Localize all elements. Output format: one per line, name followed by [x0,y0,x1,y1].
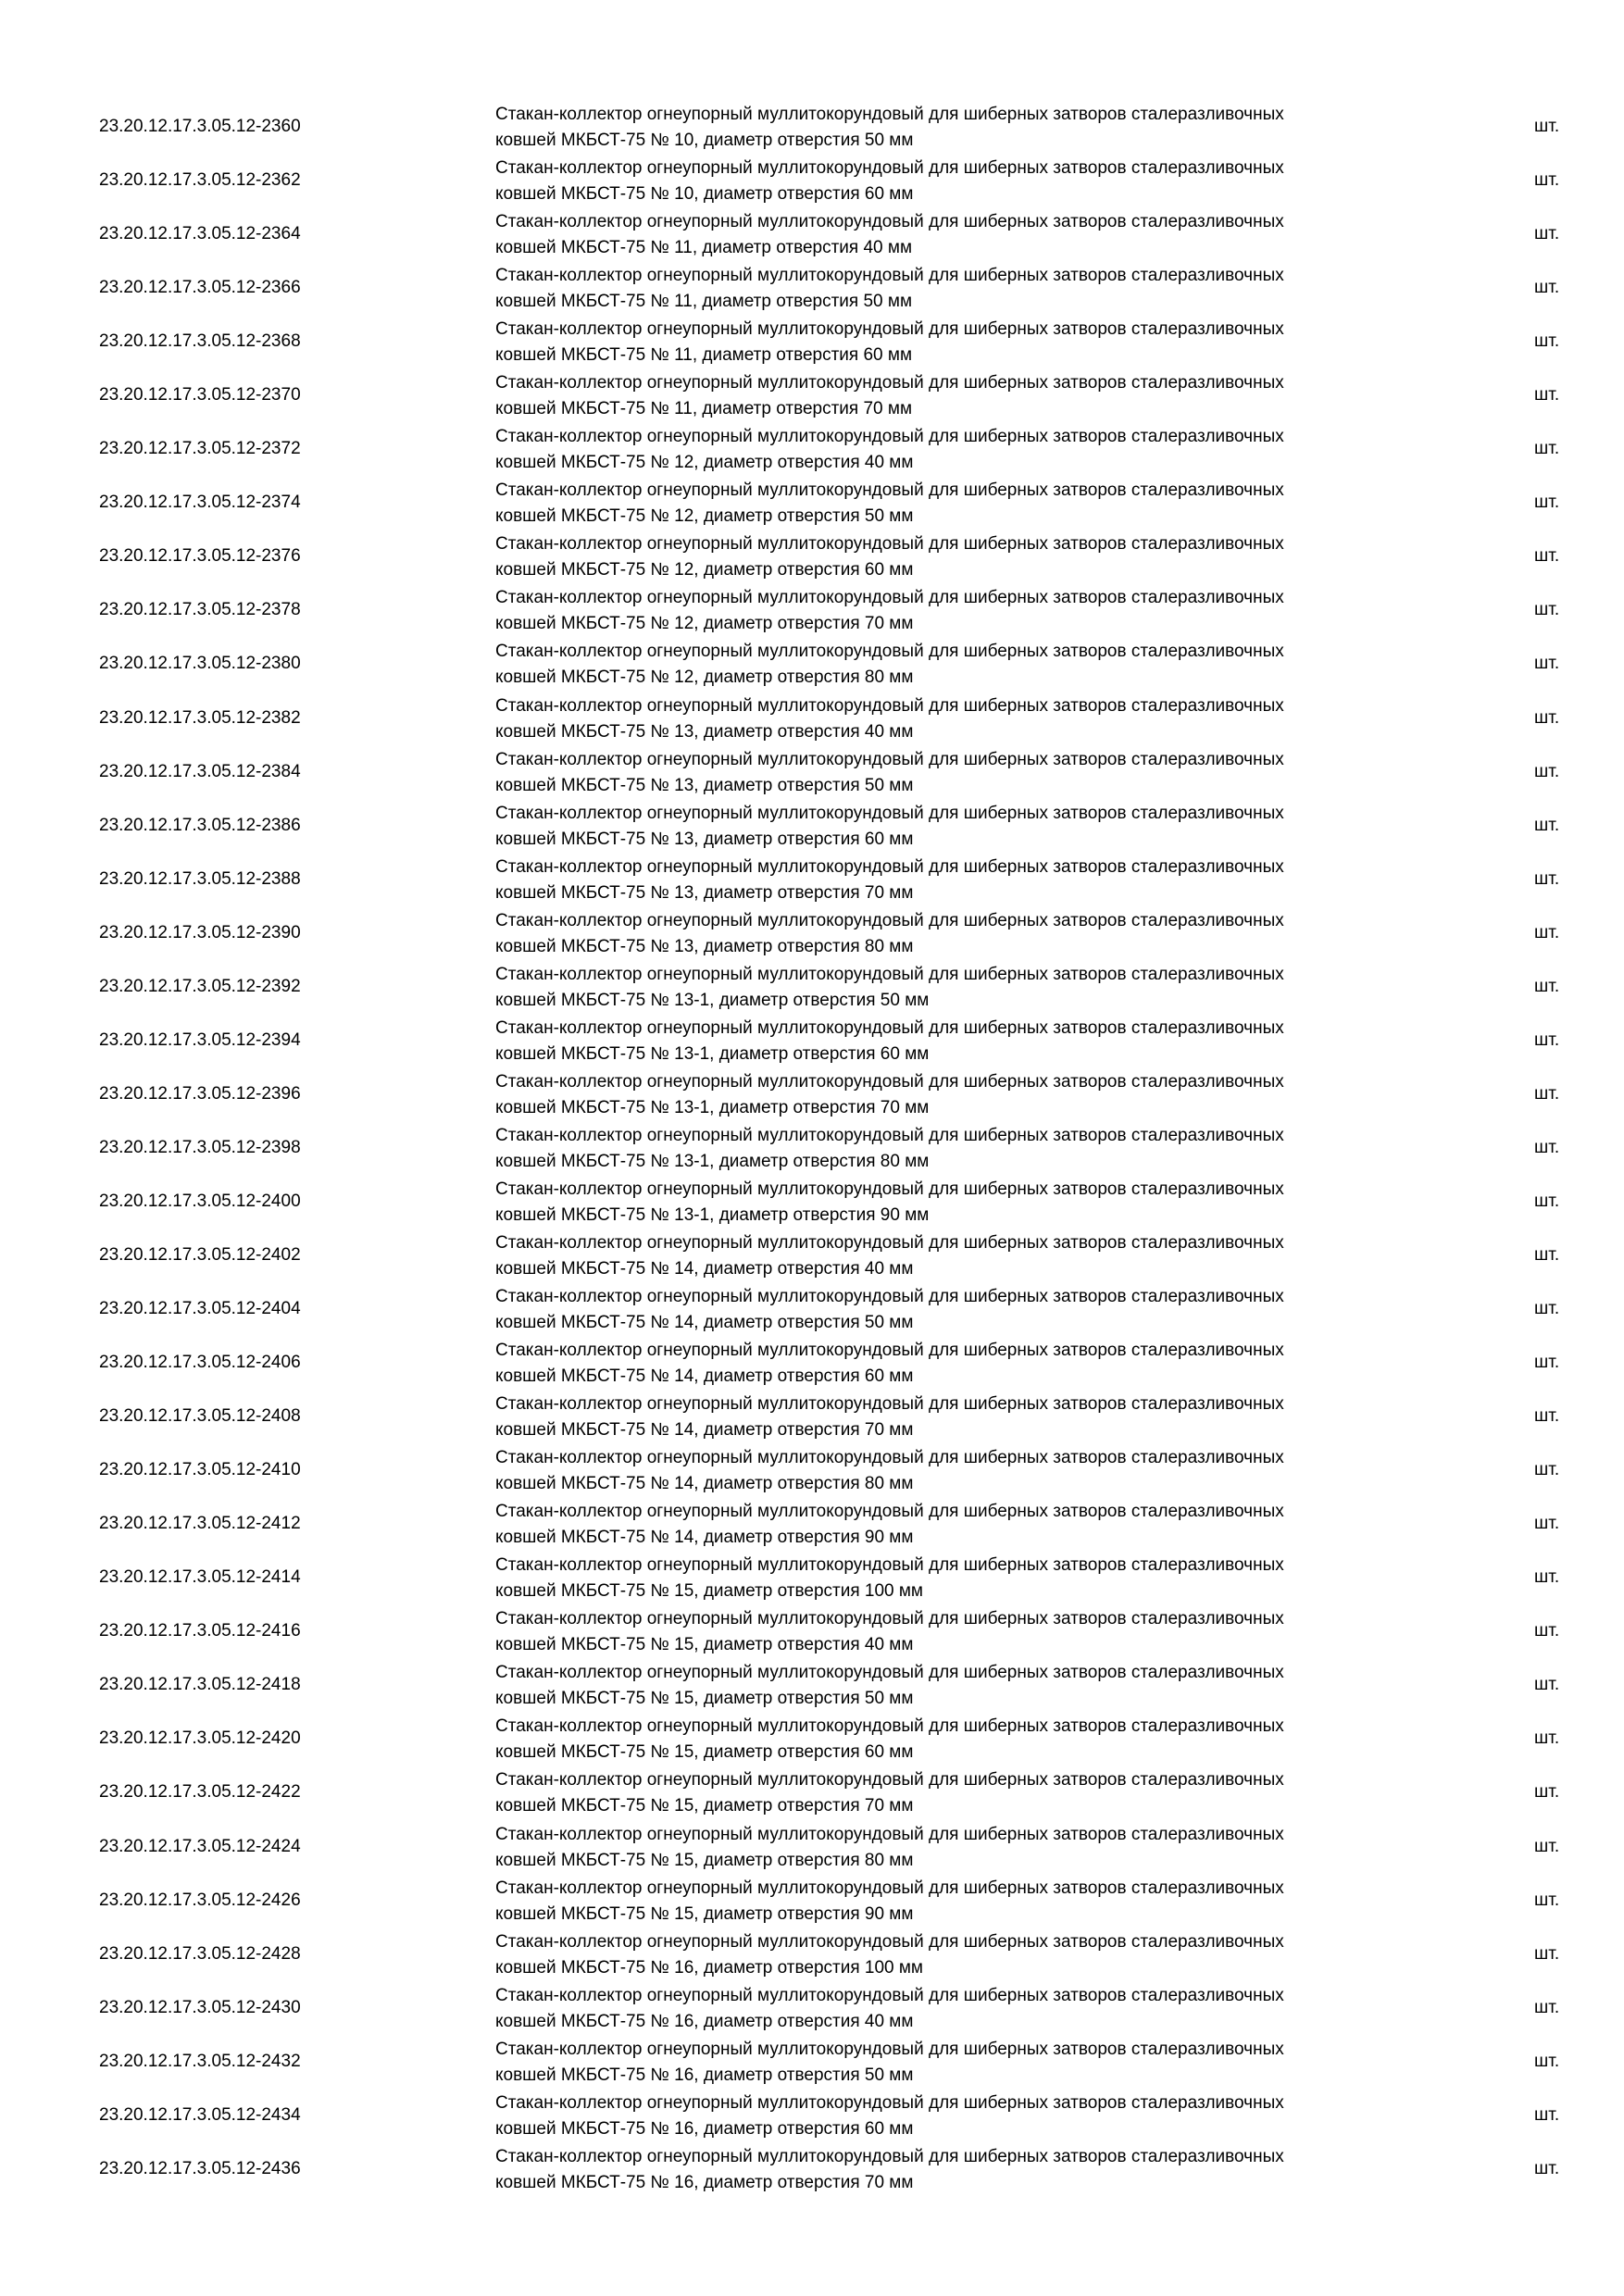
description-line-1: Стакан-коллектор огнеупорный муллитокорундовый для шиберных затворов сталеразливочных [495,1555,1284,1576]
description-line-1: Стакан-коллектор огнеупорный муллитокорундовый для шиберных затворов сталеразливочных [495,1179,1284,1199]
description-line-2: ковшей МКБСТ-75 № 15, диаметр отверстия 90 мм [495,1903,914,1924]
resource-code: 23.20.12.17.3.05.12-2366 [99,278,301,298]
unit-of-measure: шт. [1534,868,1560,889]
unit-of-measure: шт. [1534,2104,1560,2125]
description-line-1: Стакан-коллектор огнеупорный муллитокорундовый для шиберных затворов сталеразливочных [495,803,1284,823]
table-row [0,1390,1624,1443]
resource-code: 23.20.12.17.3.05.12-2376 [99,546,301,567]
table-row [0,368,1624,422]
table-row [0,100,1624,154]
description-line-1: Стакан-коллектор огнеупорный муллитокорундовый для шиберных затворов сталеразливочных [495,642,1284,662]
description-line-1: Стакан-коллектор огнеупорный муллитокорундовый для шиберных затворов сталеразливочных [495,1071,1284,1092]
description-line-2: ковшей МКБСТ-75 № 15, диаметр отверстия 50 мм [495,1689,914,1709]
resource-code: 23.20.12.17.3.05.12-2392 [99,976,301,996]
table-row [0,1712,1624,1766]
resource-description [495,1983,1421,2035]
description-line-1: Стакан-коллектор огнеупорный муллитокорундовый для шиберных затворов сталеразливочных [495,1448,1284,1468]
description-line-2: ковшей МКБСТ-75 № 13, диаметр отверстия 70 мм [495,882,914,903]
resource-code: 23.20.12.17.3.05.12-2432 [99,2051,301,2071]
table-row [0,853,1624,906]
description-line-1: Стакан-коллектор огнеупорный муллитокорундовый для шиберных затворов сталеразливочных [495,1824,1284,1844]
resource-description [495,1391,1421,1443]
description-line-1: Стакан-коллектор огнеупорный муллитокорундовый для шиберных затворов сталеразливочных [495,480,1284,501]
description-line-2: ковшей МКБСТ-75 № 13, диаметр отверстия 50 мм [495,775,914,795]
unit-of-measure: шт. [1534,2158,1560,2178]
price-list-table [0,100,1624,2196]
resource-description [495,1177,1421,1229]
resource-code: 23.20.12.17.3.05.12-2410 [99,1460,301,1480]
unit-of-measure: шт. [1534,1299,1560,1319]
resource-code: 23.20.12.17.3.05.12-2364 [99,224,301,244]
description-line-1: Стакан-коллектор огнеупорный муллитокорундовый для шиберных затворов сталеразливочных [495,1716,1284,1737]
unit-of-measure: шт. [1534,117,1560,136]
resource-code: 23.20.12.17.3.05.12-2384 [99,761,301,781]
description-line-2: ковшей МКБСТ-75 № 14, диаметр отверстия 60 мм [495,1366,914,1387]
table-row [0,692,1624,745]
unit-of-measure: шт. [1534,1675,1560,1695]
description-line-2: ковшей МКБСТ-75 № 11, диаметр отверстия 60 мм [495,345,913,366]
table-row [0,1551,1624,1604]
resource-description [495,2144,1421,2196]
resource-description [495,209,1421,261]
table-row [0,1928,1624,1981]
description-line-2: ковшей МКБСТ-75 № 15, диаметр отверстия 60 мм [495,1742,914,1763]
description-line-1: Стакан-коллектор огнеупорный муллитокорундовый для шиберных затворов сталеразливочных [495,1985,1284,2005]
resource-description [495,2090,1421,2142]
description-line-2: ковшей МКБСТ-75 № 15, диаметр отверстия 100 мм [495,1581,923,1602]
resource-description [495,855,1421,906]
description-line-1: Стакан-коллектор огнеупорный муллитокорундовый для шиберных затворов сталеразливочных [495,1287,1284,1307]
resource-code: 23.20.12.17.3.05.12-2394 [99,1029,301,1050]
table-row [0,1820,1624,1874]
description-line-2: ковшей МКБСТ-75 № 14, диаметр отверстия 70 мм [495,1420,914,1441]
resource-description [495,478,1421,530]
unit-of-measure: шт. [1534,1029,1560,1050]
table-row [0,1067,1624,1121]
table-row [0,154,1624,207]
table-row [0,745,1624,799]
resource-description [495,156,1421,207]
resource-description [495,1016,1421,1067]
description-line-2: ковшей МКБСТ-75 № 12, диаметр отверстия 60 мм [495,560,914,580]
unit-of-measure: шт. [1534,600,1560,620]
description-line-1: Стакан-коллектор огнеупорный муллитокорундовый для шиберных затворов сталеразливочных [495,1609,1284,1629]
unit-of-measure: шт. [1534,1191,1560,1211]
description-line-1: Стакан-коллектор огнеупорный муллитокорундовый для шиберных затворов сталеразливочных [495,2146,1284,2166]
description-line-1: Стакан-коллектор огнеупорный муллитокорундовый для шиберных затворов сталеразливочных [495,695,1284,716]
unit-of-measure: шт. [1534,170,1560,191]
resource-code: 23.20.12.17.3.05.12-2436 [99,2158,301,2178]
description-line-1: Стакан-коллектор огнеупорный муллитокорундовый для шиберных затворов сталеразливочных [495,588,1284,608]
description-line-2: ковшей МКБСТ-75 № 12, диаметр отверстия 40 мм [495,453,914,473]
description-line-2: ковшей МКБСТ-75 № 13-1, диаметр отверстия 90 мм [495,1204,930,1225]
unit-of-measure: шт. [1534,278,1560,298]
resource-code: 23.20.12.17.3.05.12-2414 [99,1567,301,1588]
description-line-1: Стакан-коллектор огнеупорный муллитокорундовый для шиберных затворов сталеразливочных [495,373,1284,393]
resource-description [495,1606,1421,1658]
table-row [0,1658,1624,1712]
description-line-2: ковшей МКБСТ-75 № 12, диаметр отверстия 50 мм [495,506,914,527]
resource-description [495,801,1421,853]
table-row [0,799,1624,853]
table-row [0,261,1624,315]
resource-code: 23.20.12.17.3.05.12-2428 [99,1943,301,1964]
resource-description [495,1338,1421,1390]
table-row [0,637,1624,691]
table-row [0,583,1624,637]
unit-of-measure: шт. [1534,1244,1560,1265]
description-line-2: ковшей МКБСТ-75 № 14, диаметр отверстия 90 мм [495,1528,914,1548]
table-row [0,476,1624,530]
resource-code: 23.20.12.17.3.05.12-2380 [99,654,301,674]
unit-of-measure: шт. [1534,654,1560,674]
description-line-1: Стакан-коллектор огнеупорный муллитокорундовый для шиберных затворов сталеразливочных [495,1770,1284,1791]
description-line-1: Стакан-коллектор огнеупорный муллитокорундовый для шиберных затворов сталеразливочных [495,1931,1284,1952]
description-line-2: ковшей МКБСТ-75 № 15, диаметр отверстия 70 мм [495,1796,914,1816]
table-row [0,315,1624,368]
description-line-1: Стакан-коллектор огнеупорный муллитокорундовый для шиберных затворов сталеразливочных [495,2092,1284,2113]
table-row [0,960,1624,1014]
resource-code: 23.20.12.17.3.05.12-2396 [99,1083,301,1104]
resource-code: 23.20.12.17.3.05.12-2434 [99,2104,301,2125]
unit-of-measure: шт. [1534,815,1560,835]
resource-description [495,639,1421,691]
description-line-1: Стакан-коллектор огнеупорный муллитокорундовый для шиберных затворов сталеразливочных [495,856,1284,877]
description-line-1: Стакан-коллектор огнеупорный муллитокорундовый для шиберных затворов сталеразливочных [495,105,1284,124]
table-row [0,530,1624,583]
table-row [0,1981,1624,2035]
resource-description [495,1069,1421,1121]
unit-of-measure: шт. [1534,1621,1560,1641]
table-row [0,1336,1624,1390]
description-line-2: ковшей МКБСТ-75 № 11, диаметр отверстия 50 мм [495,292,913,312]
unit-of-measure: шт. [1534,1083,1560,1104]
table-row [0,1229,1624,1282]
resource-description [495,1822,1421,1874]
description-line-2: ковшей МКБСТ-75 № 11, диаметр отверстия 40 мм [495,238,913,258]
description-line-2: ковшей МКБСТ-75 № 13-1, диаметр отверстия 60 мм [495,1043,930,1064]
table-row [0,2089,1624,2142]
resource-code: 23.20.12.17.3.05.12-2408 [99,1406,301,1427]
unit-of-measure: шт. [1534,546,1560,567]
table-row [0,1121,1624,1175]
resource-description [495,585,1421,637]
resource-code: 23.20.12.17.3.05.12-2422 [99,1782,301,1803]
description-line-1: Стакан-коллектор огнеупорный муллитокорундовый для шиберных затворов сталеразливочных [495,1663,1284,1683]
description-line-1: Стакан-коллектор огнеупорный муллитокорундовый для шиберных затворов сталеразливочных [495,964,1284,984]
description-line-1: Стакан-коллектор огнеупорный муллитокорундовый для шиберных затворов сталеразливочных [495,749,1284,769]
unit-of-measure: шт. [1534,707,1560,728]
resource-description [495,1499,1421,1551]
table-row [0,2035,1624,2089]
resource-description [495,962,1421,1014]
resource-description [495,693,1421,745]
description-line-2: ковшей МКБСТ-75 № 16, диаметр отверстия 70 мм [495,2172,914,2192]
table-row [0,1497,1624,1551]
resource-code: 23.20.12.17.3.05.12-2378 [99,600,301,620]
unit-of-measure: шт. [1534,224,1560,244]
resource-description [495,1714,1421,1766]
description-line-2: ковшей МКБСТ-75 № 14, диаметр отверстия 40 мм [495,1258,914,1279]
unit-of-measure: шт. [1534,1460,1560,1480]
resource-description [495,317,1421,368]
table-row [0,906,1624,960]
description-line-2: ковшей МКБСТ-75 № 10, диаметр отверстия 60 мм [495,184,914,205]
description-line-2: ковшей МКБСТ-75 № 10, диаметр отверстия 50 мм [495,131,914,150]
unit-of-measure: шт. [1534,439,1560,459]
description-line-2: ковшей МКБСТ-75 № 16, диаметр отверстия 60 мм [495,2118,914,2139]
unit-of-measure: шт. [1534,331,1560,352]
description-line-2: ковшей МКБСТ-75 № 13, диаметр отверстия 60 мм [495,829,914,849]
table-row [0,1443,1624,1497]
description-line-2: ковшей МКБСТ-75 № 13, диаметр отверстия 80 мм [495,936,914,956]
unit-of-measure: шт. [1534,385,1560,406]
table-row [0,1766,1624,1819]
description-line-2: ковшей МКБСТ-75 № 13-1, диаметр отверстия 50 мм [495,990,930,1010]
description-line-2: ковшей МКБСТ-75 № 13, диаметр отверстия 40 мм [495,721,914,742]
resource-code: 23.20.12.17.3.05.12-2360 [99,117,301,136]
resource-code: 23.20.12.17.3.05.12-2430 [99,1997,301,2017]
unit-of-measure: шт. [1534,1943,1560,1964]
unit-of-measure: шт. [1534,1997,1560,2017]
description-line-2: ковшей МКБСТ-75 № 15, диаметр отверстия 80 мм [495,1850,914,1870]
resource-code: 23.20.12.17.3.05.12-2388 [99,868,301,889]
description-line-2: ковшей МКБСТ-75 № 16, диаметр отверстия 50 мм [495,2065,914,2085]
resource-description [495,102,1421,154]
description-line-2: ковшей МКБСТ-75 № 12, диаметр отверстия 80 мм [495,668,914,688]
description-line-2: ковшей МКБСТ-75 № 16, диаметр отверстия 40 мм [495,2011,914,2031]
unit-of-measure: шт. [1534,1567,1560,1588]
resource-code: 23.20.12.17.3.05.12-2418 [99,1675,301,1695]
resource-description [495,1230,1421,1282]
description-line-1: Стакан-коллектор огнеупорный муллитокорундовый для шиберных затворов сталеразливочных [495,534,1284,555]
resource-code: 23.20.12.17.3.05.12-2398 [99,1137,301,1157]
description-line-1: Стакан-коллектор огнеупорный муллитокорундовый для шиберных затворов сталеразливочных [495,910,1284,930]
table-row [0,1874,1624,1928]
description-line-1: Стакан-коллектор огнеупорный муллитокорундовый для шиберных затворов сталеразливочных [495,1232,1284,1253]
description-line-2: ковшей МКБСТ-75 № 13-1, диаметр отверстия 80 мм [495,1151,930,1171]
resource-description [495,370,1421,422]
unit-of-measure: шт. [1534,922,1560,942]
unit-of-measure: шт. [1534,1514,1560,1534]
description-line-1: Стакан-коллектор огнеупорный муллитокорундовый для шиберных затворов сталеразливочных [495,1394,1284,1415]
unit-of-measure: шт. [1534,761,1560,781]
unit-of-measure: шт. [1534,976,1560,996]
resource-code: 23.20.12.17.3.05.12-2374 [99,493,301,513]
unit-of-measure: шт. [1534,1836,1560,1856]
resource-description [495,424,1421,476]
resource-code: 23.20.12.17.3.05.12-2372 [99,439,301,459]
unit-of-measure: шт. [1534,1137,1560,1157]
table-row [0,1282,1624,1336]
resource-code: 23.20.12.17.3.05.12-2412 [99,1514,301,1534]
description-line-2: ковшей МКБСТ-75 № 14, диаметр отверстия 50 мм [495,1313,914,1333]
description-line-1: Стакан-коллектор огнеупорный муллитокорундовый для шиберных затворов сталеразливочных [495,1878,1284,1898]
resource-description [495,1284,1421,1336]
resource-code: 23.20.12.17.3.05.12-2426 [99,1890,301,1910]
resource-code: 23.20.12.17.3.05.12-2370 [99,385,301,406]
description-line-2: ковшей МКБСТ-75 № 11, диаметр отверстия 70 мм [495,399,913,419]
resource-description [495,2037,1421,2089]
resource-code: 23.20.12.17.3.05.12-2382 [99,707,301,728]
resource-description [495,1660,1421,1712]
resource-description [495,1767,1421,1819]
description-line-2: ковшей МКБСТ-75 № 12, диаметр отверстия 70 мм [495,614,914,634]
resource-code: 23.20.12.17.3.05.12-2406 [99,1353,301,1373]
resource-code: 23.20.12.17.3.05.12-2416 [99,1621,301,1641]
resource-code: 23.20.12.17.3.05.12-2404 [99,1299,301,1319]
unit-of-measure: шт. [1534,1782,1560,1803]
table-row [0,422,1624,476]
unit-of-measure: шт. [1534,1890,1560,1910]
description-line-2: ковшей МКБСТ-75 № 13-1, диаметр отверстия 70 мм [495,1097,930,1117]
resource-code: 23.20.12.17.3.05.12-2400 [99,1191,301,1211]
table-row [0,2142,1624,2196]
resource-code: 23.20.12.17.3.05.12-2390 [99,922,301,942]
resource-description [495,1876,1421,1928]
resource-description [495,1123,1421,1175]
unit-of-measure: шт. [1534,1353,1560,1373]
resource-code: 23.20.12.17.3.05.12-2386 [99,815,301,835]
resource-description [495,263,1421,315]
description-line-1: Стакан-коллектор огнеупорный муллитокорундовый для шиберных затворов сталеразливочных [495,1341,1284,1361]
description-line-1: Стакан-коллектор огнеупорный муллитокорундовый для шиберных затворов сталеразливочных [495,319,1284,340]
unit-of-measure: шт. [1534,493,1560,513]
table-row [0,1604,1624,1658]
table-row [0,207,1624,261]
unit-of-measure: шт. [1534,2051,1560,2071]
description-line-2: ковшей МКБСТ-75 № 14, диаметр отверстия 80 мм [495,1474,914,1494]
resource-description [495,531,1421,583]
table-row [0,1175,1624,1229]
description-line-2: ковшей МКБСТ-75 № 15, диаметр отверстия 40 мм [495,1635,914,1655]
unit-of-measure: шт. [1534,1406,1560,1427]
description-line-1: Стакан-коллектор огнеупорный муллитокорундовый для шиберных затворов сталеразливочных [495,427,1284,447]
resource-description [495,1445,1421,1497]
resource-description [495,908,1421,960]
description-line-1: Стакан-коллектор огнеупорный муллитокорундовый для шиберных затворов сталеразливочных [495,1502,1284,1522]
resource-code: 23.20.12.17.3.05.12-2424 [99,1836,301,1856]
description-line-1: Стакан-коллектор огнеупорный муллитокорундовый для шиберных затворов сталеразливочных [495,212,1284,232]
resource-description [495,1553,1421,1604]
unit-of-measure: шт. [1534,1728,1560,1749]
resource-code: 23.20.12.17.3.05.12-2420 [99,1728,301,1749]
resource-description [495,747,1421,799]
description-line-1: Стакан-коллектор огнеупорный муллитокорундовый для шиберных затворов сталеразливочных [495,1017,1284,1038]
description-line-1: Стакан-коллектор огнеупорный муллитокорундовый для шиберных затворов сталеразливочных [495,158,1284,179]
description-line-1: Стакан-коллектор огнеупорный муллитокорундовый для шиберных затворов сталеразливочных [495,2039,1284,2059]
resource-code: 23.20.12.17.3.05.12-2362 [99,170,301,191]
table-row [0,1014,1624,1067]
description-line-2: ковшей МКБСТ-75 № 16, диаметр отверстия 100 мм [495,1957,923,1978]
resource-code: 23.20.12.17.3.05.12-2402 [99,1244,301,1265]
description-line-1: Стакан-коллектор огнеупорный муллитокорундовый для шиберных затворов сталеразливочных [495,266,1284,286]
description-line-1: Стакан-коллектор огнеупорный муллитокорундовый для шиберных затворов сталеразливочных [495,1125,1284,1145]
resource-code: 23.20.12.17.3.05.12-2368 [99,331,301,352]
resource-description [495,1929,1421,1981]
